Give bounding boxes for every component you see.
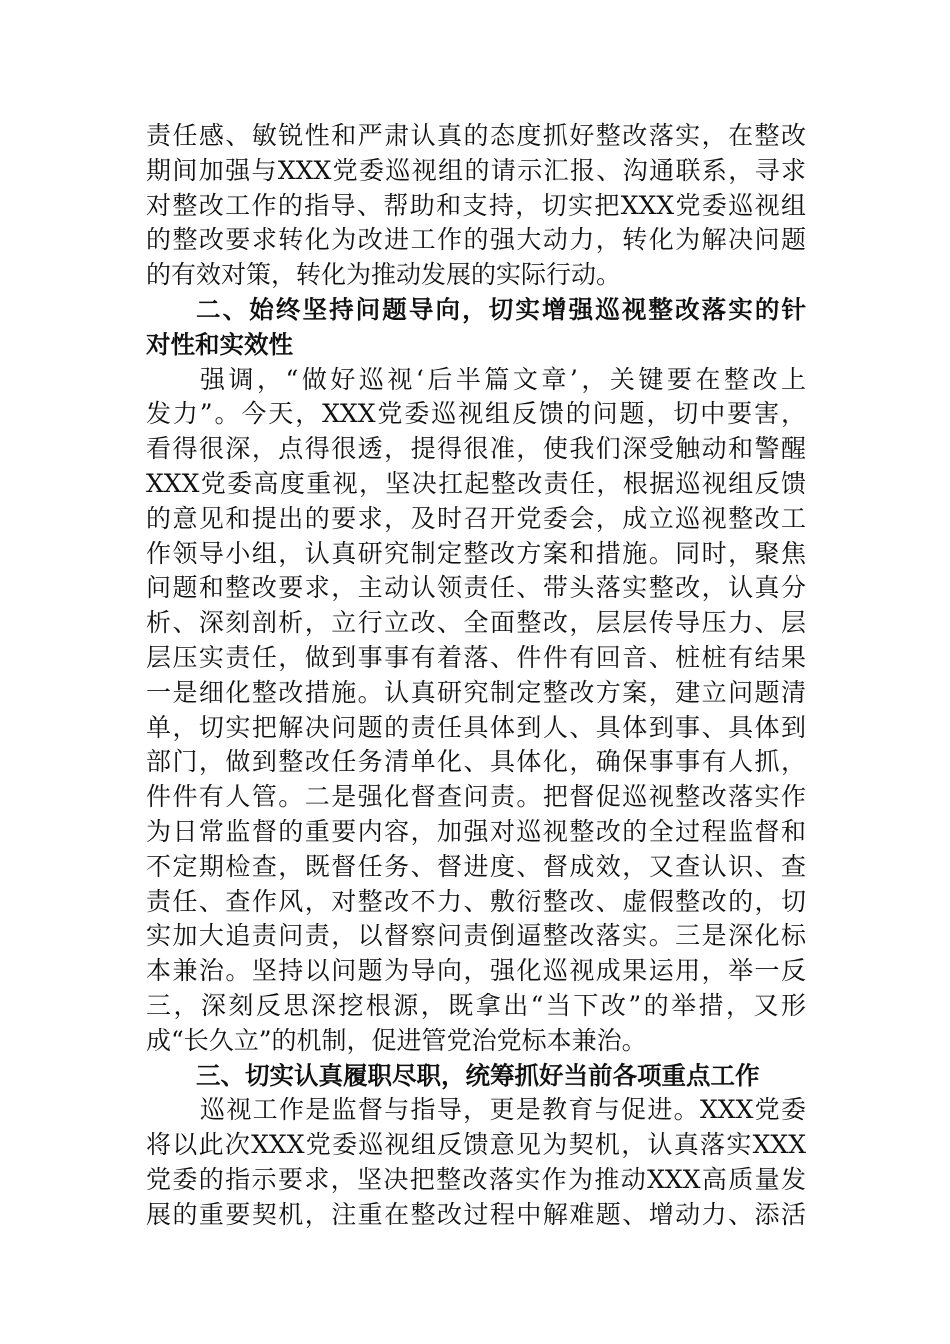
body-line: 三，深刻反思深挖根源，既拿出“当下改”的举措，又形 — [146, 990, 806, 1020]
body-line: 的意见和提出的要求，及时召开党委会，成立巡视整改工 — [146, 503, 806, 533]
body-line: 成“长久立”的机制，促进管党治党标本兼治。 — [146, 1025, 647, 1055]
body-line: 本兼治。坚持以问题为导向，强化巡视成果运用，举一反 — [146, 956, 806, 986]
body-line: 党委的指示要求，坚决把整改落实作为推动XXX高质量发 — [146, 1164, 806, 1194]
body-line: 对整改工作的指导、帮助和支持，切实把XXX党委巡视组 — [146, 190, 806, 220]
body-line: 问题和整改要求，主动认领责任、带头落实整改，认真分 — [146, 573, 806, 603]
body-line: 部门，做到整改任务清单化、具体化，确保事事有人抓， — [146, 747, 806, 777]
body-line: 将以此次XXX党委巡视组反馈意见为契机，认真落实XXX — [146, 1130, 806, 1160]
section-heading-2: 二、始终坚持问题导向，切实增强巡视整改落实的针 — [196, 294, 806, 324]
body-line: 的整改要求转化为改进工作的强大动力，转化为解决问题 — [146, 225, 806, 255]
body-line: 一是细化整改措施。认真研究制定整改方案，建立问题清 — [146, 677, 806, 707]
body-line: 不定期检查，既督任务、督进度、督成效，又查认识、查 — [146, 851, 806, 881]
body-line: 期间加强与XXX党委巡视组的请示汇报、沟通联系，寻求 — [146, 155, 806, 185]
body-line: XXX党委高度重视，坚决扛起整改责任，根据巡视组反馈 — [146, 468, 806, 498]
body-line: 发力”。今天，XXX党委巡视组反馈的问题，切中要害， — [146, 399, 806, 429]
section-heading-2-continued: 对性和实效性 — [146, 329, 293, 359]
body-line: 件件有人管。二是强化督查问责。把督促巡视整改落实作 — [146, 782, 806, 812]
body-line: 析、深刻剖析，立行立改、全面整改，层层传导压力、层 — [146, 608, 806, 638]
body-line: 责任、查作风，对整改不力、敷衍整改、虚假整改的，切 — [146, 886, 806, 916]
body-line: 层压实责任，做到事事有着落、件件有回音、桩桩有结果 — [146, 642, 806, 672]
body-line: 为日常监督的重要内容，加强对巡视整改的全过程监督和 — [146, 816, 806, 846]
body-line: 的有效对策，转化为推动发展的实际行动。 — [146, 260, 622, 290]
body-line: 单，切实把解决问题的责任具体到人、具体到事、具体到 — [146, 712, 806, 742]
body-line: 作领导小组，认真研究制定整改方案和措施。同时，聚焦 — [146, 538, 806, 568]
section-heading-3: 三、切实认真履职尽职，统筹抓好当前各项重点工作 — [196, 1060, 760, 1090]
paragraph-start-line: 巡视工作是监督与指导，更是教育与促进。XXX党委 — [200, 1095, 806, 1125]
body-line: 实加大追责问责，以督察问责倒逼整改落实。三是深化标 — [146, 921, 806, 951]
document-page — [146, 119, 806, 1233]
paragraph-start-line: 强调，“做好巡视‘后半篇文章’，关键要在整改上 — [200, 364, 806, 394]
body-line: 责任感、敏锐性和严肃认真的态度抓好整改落实，在整改 — [146, 121, 806, 150]
body-line: 展的重要契机，注重在整改过程中解难题、增动力、添活 — [146, 1199, 806, 1229]
body-line: 看得很深，点得很透，提得很准，使我们深受触动和警醒 — [146, 434, 806, 464]
